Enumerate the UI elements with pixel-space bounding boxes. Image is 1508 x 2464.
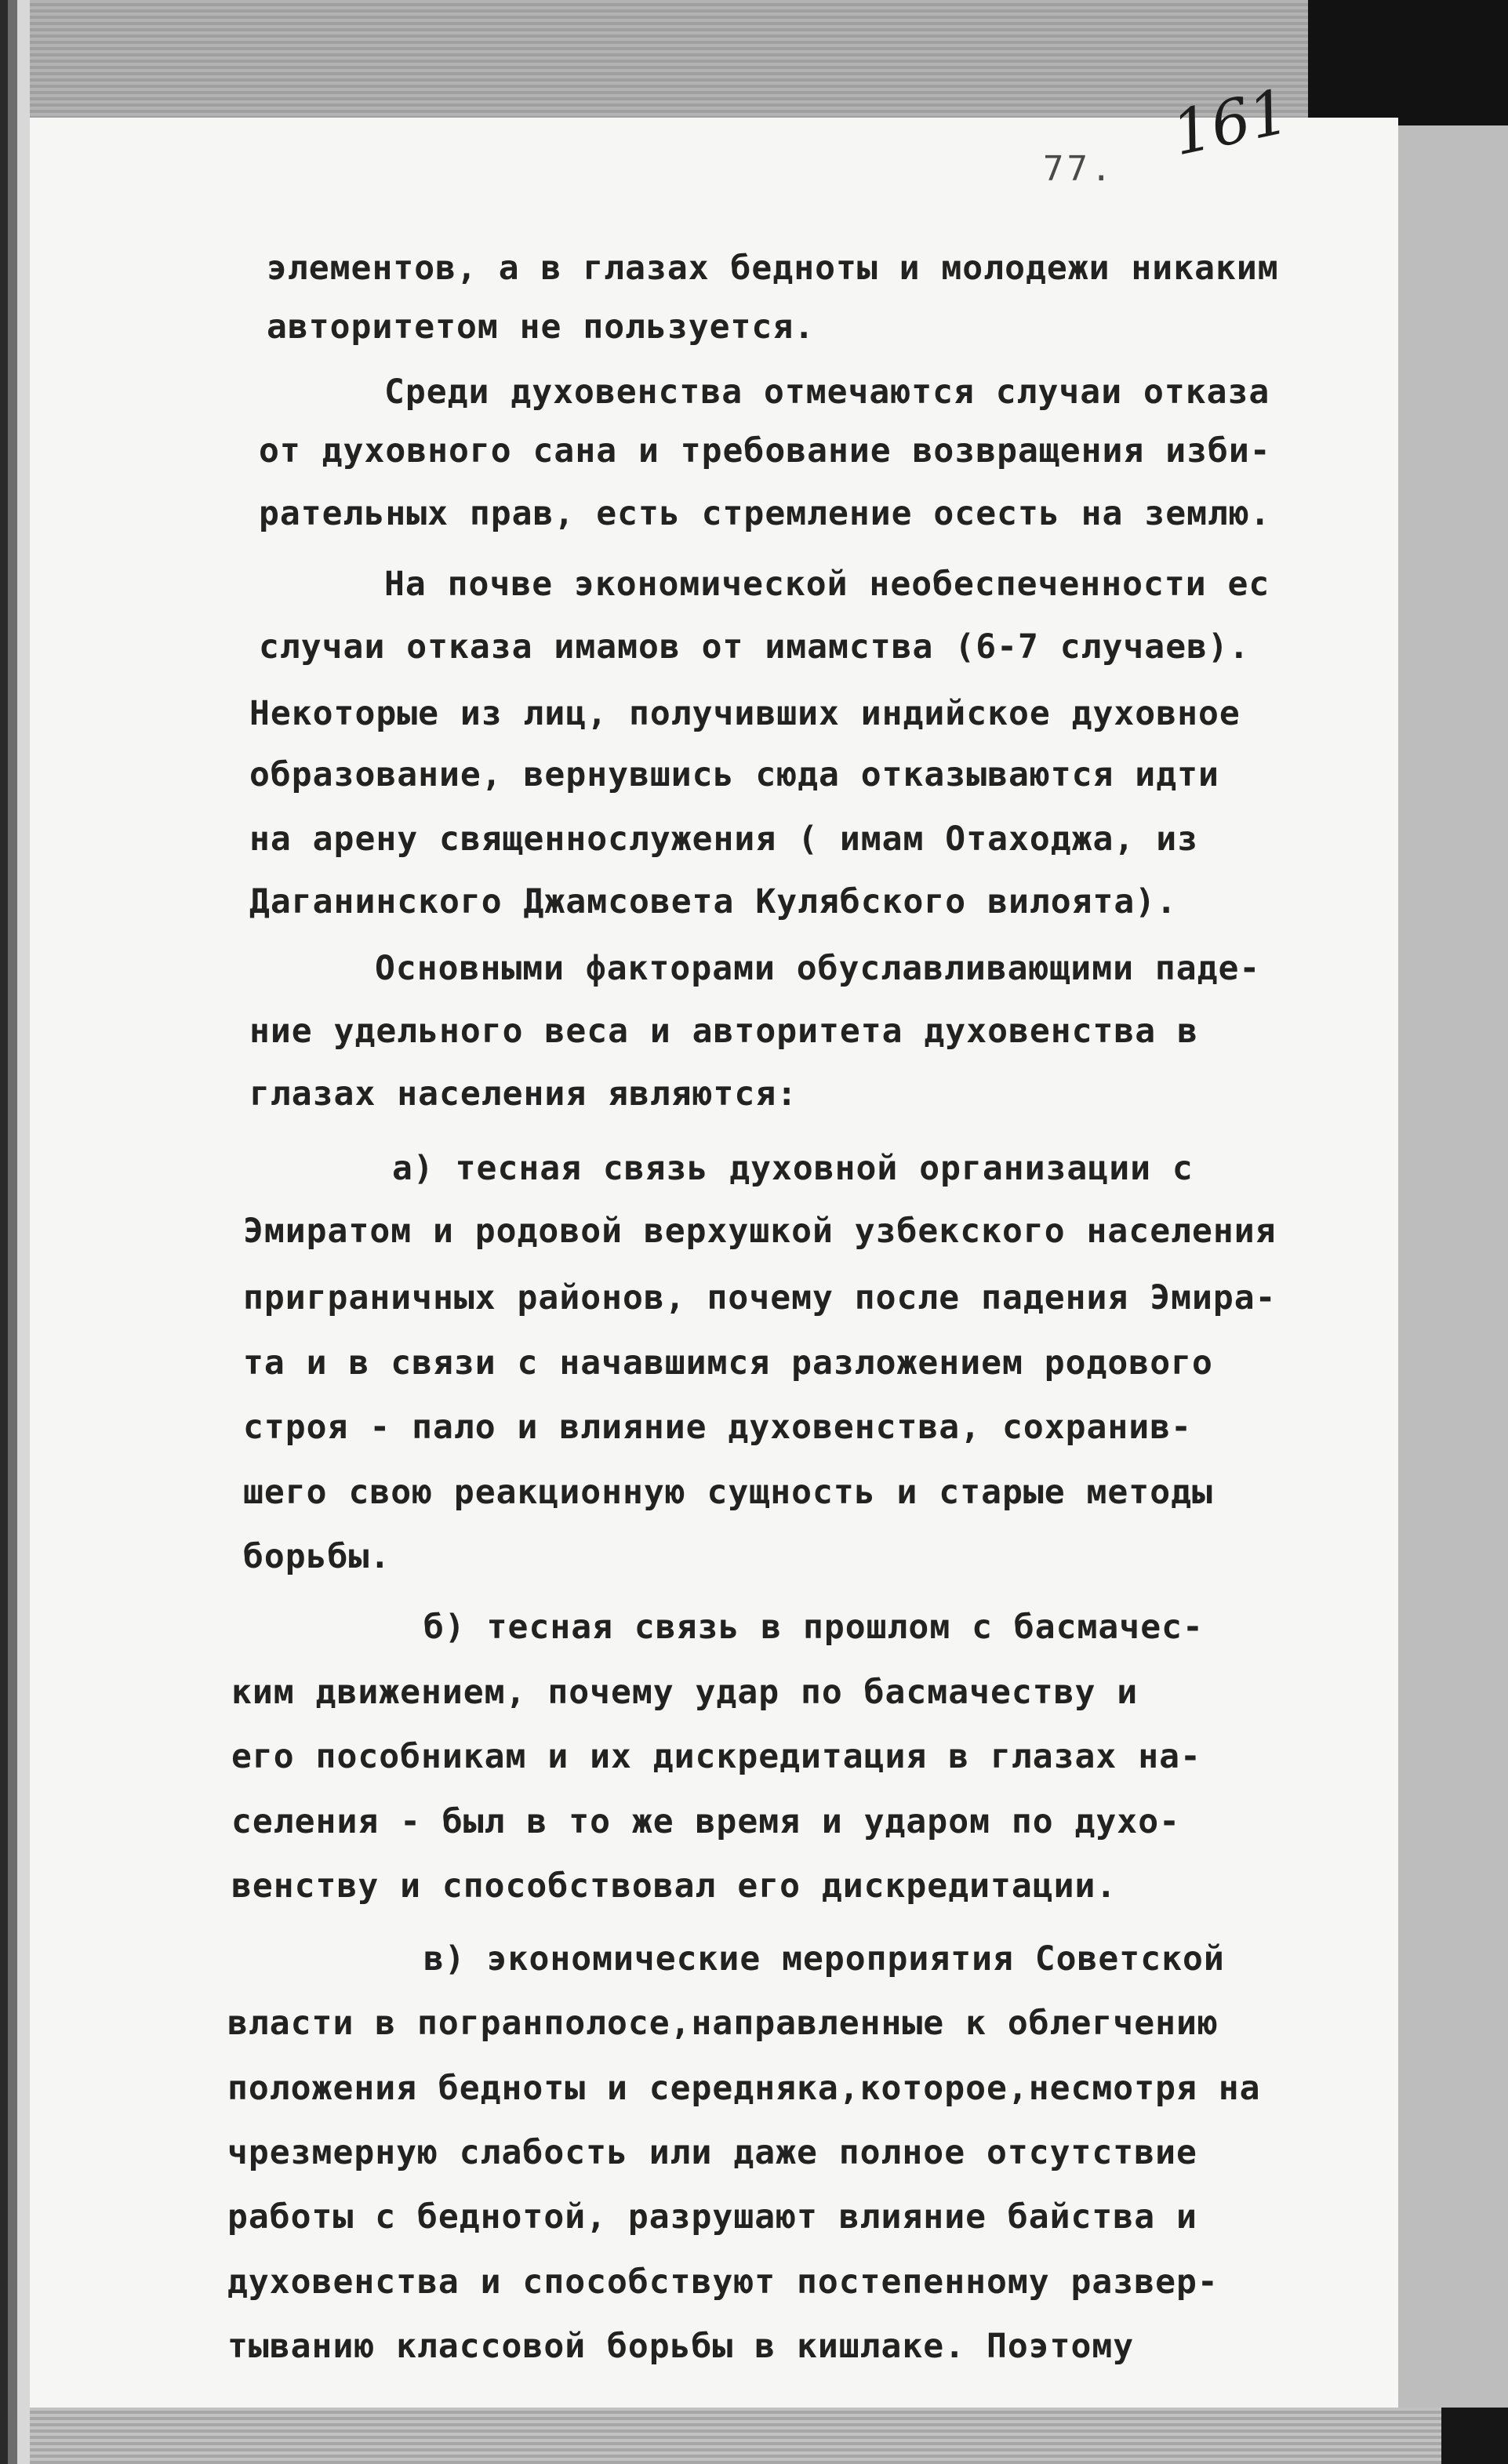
text-line: Основными факторами обуславливающими паде- — [375, 949, 1261, 988]
text-line: авторитетом не пользуется. — [267, 307, 816, 347]
page-left-edge — [0, 0, 30, 2464]
text-line: борьбы. — [243, 1537, 391, 1576]
text-line: случаи отказа имамов от имамства (6-7 случаев). — [259, 627, 1250, 667]
text-line: власти в погранполосе,направленные к облегчению — [227, 2004, 1219, 2043]
text-line: тыванию классовой борьбы в кишлаке. Поэтому — [227, 2327, 1135, 2366]
scan-bottom-band — [30, 2408, 1508, 2464]
text-line: строя - пало и влияние духовенства, сохранив- — [243, 1408, 1192, 1447]
text-line: элементов, а в глазах бедноты и молодежи никаким — [267, 249, 1279, 288]
handwritten-archive-number: 161 — [1166, 76, 1295, 170]
text-line: Эмиратом и родовой верхушкой узбекского населения — [243, 1212, 1277, 1251]
text-line: рательных прав, есть стремление осесть на землю. — [259, 494, 1271, 533]
text-line: та и в связи с начавшимся разложением родового — [243, 1343, 1213, 1383]
text-line: глазах населения являются: — [249, 1074, 798, 1114]
text-line: На почве экономической необеспеченности ес — [384, 565, 1270, 604]
text-line: чрезмерную слабость или даже полное отсутствие — [227, 2133, 1197, 2172]
scan-top-corner — [1308, 0, 1508, 125]
text-line: на арену священнослужения ( имам Отаходжа, из — [249, 820, 1198, 859]
text-line: в) экономические мероприятия Советской — [423, 1939, 1225, 1979]
text-line: образование, вернувшись сюда отказываются идти — [249, 755, 1219, 794]
text-line: положения бедноты и середняка,которое,несмотря на — [227, 2069, 1261, 2108]
text-line: ким движением, почему удар по басмачеству и — [231, 1673, 1139, 1712]
text-line: ние удельного веса и авторитета духовенства в — [249, 1012, 1198, 1051]
text-line: его пособникам и их дискредитация в глазах на- — [231, 1737, 1201, 1776]
text-line: б) тесная связь в прошлом с басмачес- — [423, 1608, 1204, 1647]
scan-bottom-corner — [1441, 2408, 1508, 2464]
text-line: Даганинского Джамсовета Кулябского вилоята). — [249, 882, 1178, 921]
text-line: Некоторые из лиц, получивших индийское духовное — [249, 694, 1241, 733]
text-line: духовенства и способствуют постепенному развер- — [227, 2262, 1219, 2302]
page-number: 77. — [1043, 149, 1115, 189]
text-line: Среди духовенства отмечаются случаи отказа — [384, 373, 1270, 412]
text-line: а) тесная связь духовной организации с — [392, 1149, 1194, 1188]
text-line: венству и способствовал его дискредитации. — [231, 1866, 1117, 1906]
text-line: приграничных районов, почему после падения Эмира- — [243, 1278, 1277, 1317]
text-line: работы с беднотой, разрушают влияние байства и — [227, 2197, 1197, 2237]
text-line: от духовного сана и требование возвращения изби- — [259, 431, 1271, 471]
text-line: селения - был в то же время и ударом по духо- — [231, 1802, 1180, 1841]
text-line: шего свою реакционную сущность и старые методы — [243, 1473, 1213, 1512]
